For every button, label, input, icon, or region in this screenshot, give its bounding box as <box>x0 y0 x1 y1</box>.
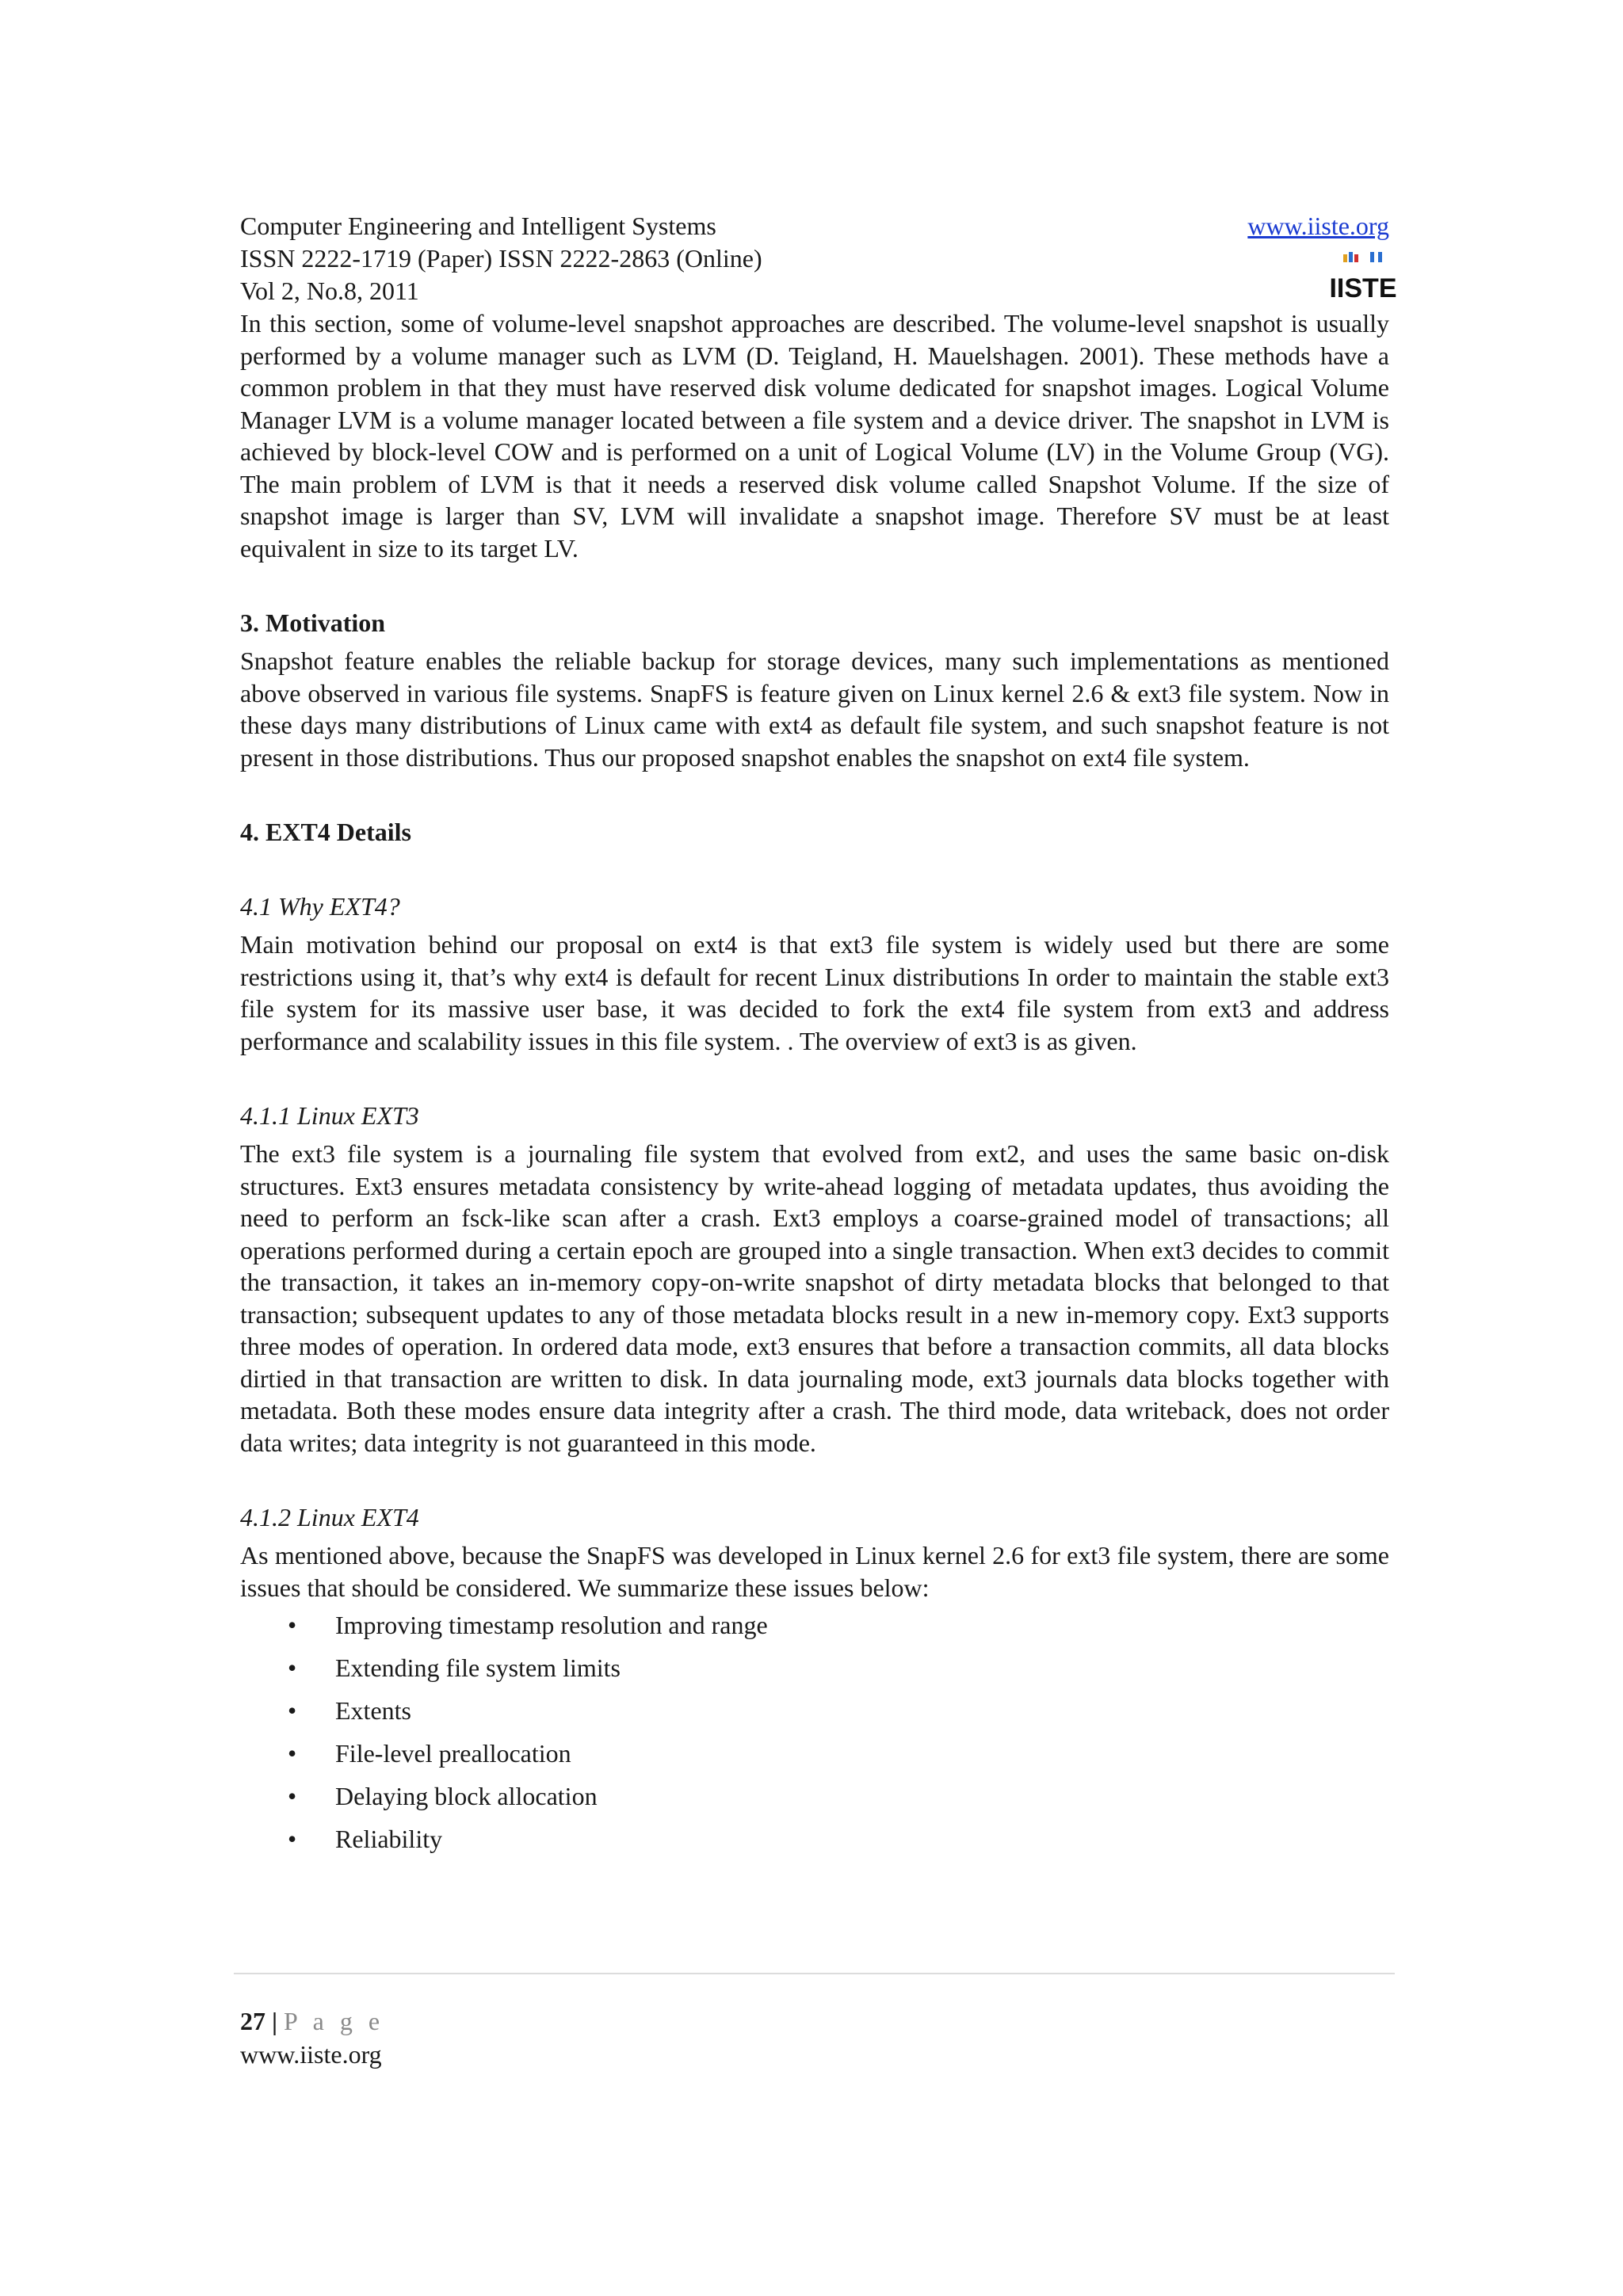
section-heading-ext4-details: 4. EXT4 Details <box>240 818 411 846</box>
subsection-heading-linux-ext4: 4.1.2 Linux EXT4 <box>240 1503 419 1531</box>
intro-paragraph: In this section, some of volume-level snapshot approaches are described. The volume-level snapshot is usually performed by a volume manager such as LVM (D. Teigland, H. Mauelshagen. 2001). These methods have a common problem in that they must have reserved disk volume dedicated for snapshot images. Logical Volume Manager LVM is a volume manager located between a file system and a device driver. The snapshot in LVM is achieved by block-level COW and is performed on a unit of Logical Volume (LV) in the Volume Group (VG). The main problem of LVM is that it needs a reserved disk volume called Snapshot Volume. If the size of snapshot image is larger than SV, LVM will invalidate a snapshot image. Therefore SV must be at least equivalent in size to its target LV. <box>240 309 1389 563</box>
bullet-icon: • <box>288 1739 297 1768</box>
page-number: 27 <box>240 2007 265 2035</box>
bullet-icon: • <box>288 1782 297 1810</box>
list-item: • File-level preallocation <box>288 1732 1389 1775</box>
footer-divider <box>234 1973 1395 1974</box>
footer-url: www.iiste.org <box>240 2040 382 2069</box>
ext4-issues-list <box>240 1604 1389 1860</box>
issn-line: ISSN 2222-1719 (Paper) ISSN 2222-2863 (Online) <box>240 244 762 273</box>
bullet-icon: • <box>288 1825 297 1853</box>
list-item: • Delaying block allocation <box>288 1775 1389 1817</box>
subsection-heading-linux-ext3: 4.1.1 Linux EXT3 <box>240 1101 419 1130</box>
why-ext4-paragraph: Main motivation behind our proposal on ext4 is that ext3 file system is widely used but there are some restrictions using it, that’s why ext4 is default for recent Linux distributions In order to maintain the stable ext3 file system for its massive user base, it was decided to fork the ext4 file system from ext3 and address performance and scalability issues in this file system. . The overview of ext3 is as given. <box>240 930 1389 1055</box>
bullet-icon: • <box>288 1611 297 1639</box>
list-item: • Extents <box>288 1689 1389 1732</box>
running-header <box>240 210 1397 307</box>
page-content <box>240 210 1397 1860</box>
list-item: • Reliability <box>288 1817 1389 1860</box>
iiste-logo-icon <box>1329 250 1397 303</box>
subsection-heading-why-ext4: 4.1 Why EXT4? <box>240 892 400 921</box>
bullet-icon: • <box>288 1696 297 1725</box>
volume-line: Vol 2, No.8, 2011 <box>240 277 419 305</box>
journal-url-link[interactable]: www.iiste.org <box>1247 212 1389 240</box>
page-label: P a g e <box>284 2007 385 2035</box>
journal-title: Computer Engineering and Intelligent Systems <box>240 212 716 240</box>
linux-ext4-paragraph: As mentioned above, because the SnapFS was developed in Linux kernel 2.6 for ext3 file system, there are some issues that should be considered. We summarize these issues below: <box>240 1541 1389 1602</box>
bullet-icon: • <box>288 1653 297 1682</box>
page-indicator <box>240 2004 384 2038</box>
motivation-paragraph: Snapshot feature enables the reliable backup for storage devices, many such implementations as mentioned above observed in various file systems. SnapFS is feature given on Linux kernel 2.6 & ext3 file system. Now in these days many distributions of Linux came with ext4 as default file system, and such snapshot feature is not present in those distributions. Thus our proposed snapshot enables the snapshot on ext4 file system. <box>240 646 1389 772</box>
page-footer <box>240 2004 384 2071</box>
section-heading-motivation: 3. Motivation <box>240 608 386 637</box>
list-item: • Improving timestamp resolution and range <box>288 1604 1389 1646</box>
page-separator: | <box>272 2007 278 2035</box>
linux-ext3-paragraph: The ext3 file system is a journaling file system that evolved from ext2, and uses the same basic on-disk structures. Ext3 ensures metadata consistency by write-ahead logging of metadata updates, thus avoiding the need to perform an fsck-like scan after a crash. Ext3 employs a coarse-grained model of transactions; all operations performed during a certain epoch are grouped into a single transaction. When ext3 decides to commit the transaction, it takes an in-memory copy-on-write snapshot of dirty metadata blocks that belonged to that transaction; subsequent updates to any of those metadata blocks result in a new in-memory copy. Ext3 supports three modes of operation. In ordered data mode, ext3 ensures that before a transaction commits, all data blocks dirtied in that transaction are written to disk. In data journaling mode, ext3 journals data blocks together with metadata. Both these modes ensure data integrity after a crash. The third mode, data writeback, does not order data writes; data integrity is not guaranteed in this mode. <box>240 1139 1389 1457</box>
list-item: • Extending file system limits <box>288 1646 1389 1689</box>
svg-text:IISTE: IISTE <box>1329 273 1397 303</box>
